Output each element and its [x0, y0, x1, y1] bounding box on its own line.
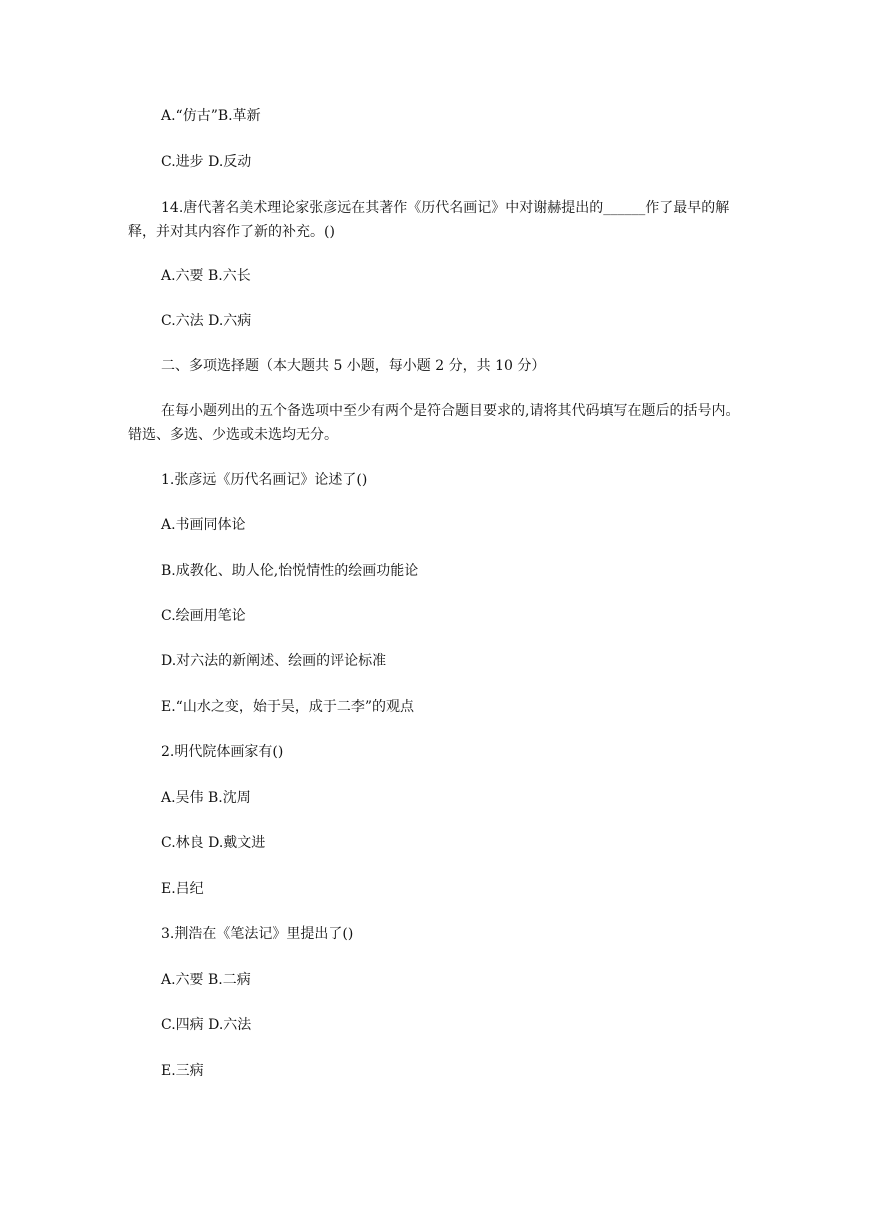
- q1-option-a: A.书画同体论: [161, 517, 246, 533]
- option-line-c-d: C.进步 D.反动: [161, 154, 252, 170]
- section-heading-multiple-choice: 二、多项选择题（本大题共 5 小题，每小题 2 分，共 10 分）: [161, 358, 546, 374]
- q1-option-c: C.绘画用笔论: [161, 608, 246, 624]
- question-1: 1.张彦远《历代名画记》论述了(): [161, 472, 368, 488]
- q3-option-e: E.三病: [161, 1063, 204, 1079]
- q1-option-e: E.“山水之变，始于吴，成于二李”的观点: [161, 699, 414, 715]
- section-instructions: 在每小题列出的五个备选项中至少有两个是符合题目要求的,请将其代码填写在题后的括号内。错选、多选、少选或未选均无分。: [128, 403, 740, 443]
- q3-option-c-d: C.四病 D.六法: [161, 1017, 252, 1033]
- option-line-a-b: A.“仿古”B.革新: [161, 108, 261, 124]
- question-2: 2.明代院体画家有(): [161, 744, 284, 760]
- q3-option-a-b: A.六要 B.二病: [161, 972, 251, 988]
- q14-option-c-d: C.六法 D.六病: [161, 313, 252, 329]
- q1-option-d: D.对六法的新阐述、绘画的评论标准: [161, 653, 387, 669]
- q14-option-a-b: A.六要 B.六长: [161, 268, 251, 284]
- question-14: 14.唐代著名美术理论家张彦远在其著作《历代名画记》中对谢赫提出的______作了最早的解释，并对其内容作了新的补充。(): [128, 200, 730, 240]
- q1-option-b: B.成教化、助人伦,怡悦情性的绘画功能论: [161, 563, 419, 579]
- q2-option-a-b: A.吴伟 B.沈周: [161, 790, 251, 806]
- q2-option-c-d: C.林良 D.戴文进: [161, 835, 266, 851]
- q2-option-e: E.吕纪: [161, 881, 204, 897]
- question-3: 3.荆浩在《笔法记》里提出了(): [161, 926, 354, 942]
